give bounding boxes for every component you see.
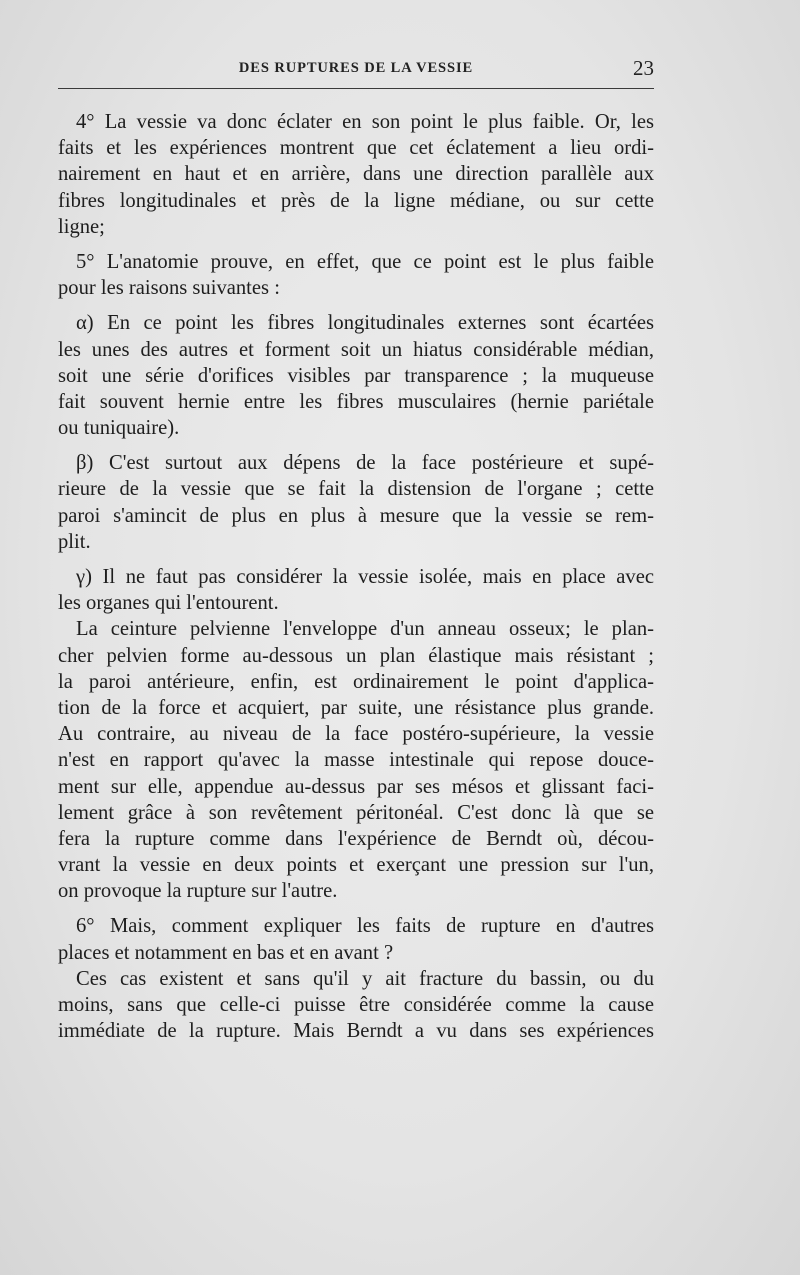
paragraph — [58, 913, 654, 965]
text-line: soit une série d'orifices visibles par transparence ; la muqueuse — [58, 364, 654, 387]
text-line: les unes des autres et forment soit un hiatus considérable médian, — [58, 338, 654, 361]
text-line: plit. — [58, 530, 91, 553]
text-line: 5° L'anatomie prouve, en effet, que ce point est le plus faible — [76, 250, 654, 273]
paragraph — [58, 564, 654, 616]
text-line: 4° La vessie va donc éclater en son point le plus faible. Or, les — [76, 111, 654, 133]
text-line: fait souvent hernie entre les fibres musculaires (hernie pariétale — [58, 390, 654, 413]
text-line: faits et les expériences montrent que cet éclatement a lieu ordi- — [58, 137, 654, 160]
text-line: ou tuniquaire). — [58, 417, 180, 440]
text-line: rieure de la vessie que se fait la distension de l'organe ; cette — [58, 478, 654, 501]
paragraph-gap — [58, 555, 654, 564]
text-line: Ces cas existent et sans qu'il y ait fracture du bassin, ou du — [76, 967, 654, 990]
page-header — [58, 56, 654, 80]
text-line: cher pelvien forme au-dessous un plan élastique mais résistant ; — [58, 644, 654, 667]
text-line: paroi s'amincit de plus en plus à mesure que la vessie se rem- — [58, 504, 654, 527]
text-line: nairement en haut et en arrière, dans une direction parallèle aux — [58, 163, 654, 186]
text-line: β) C'est surtout aux dépens de la face postérieure et supé- — [76, 452, 654, 475]
header-rule — [58, 88, 654, 89]
text-line: la paroi antérieure, enfin, est ordinairement le point d'applica- — [58, 670, 654, 693]
text-line: La ceinture pelvienne l'enveloppe d'un anneau osseux; le plan- — [76, 618, 654, 641]
text-line: ligne; — [58, 215, 105, 238]
text-line: fera la rupture comme dans l'expérience de Berndt où, décou- — [58, 827, 654, 850]
text-line: α) En ce point les fibres longitudinales externes sont écartées — [76, 312, 654, 335]
text-line: γ) Il ne faut pas considérer la vessie isolée, mais en place avec — [76, 566, 654, 588]
text-line: 6° Mais, comment expliquer les faits de rupture en d'autres — [76, 915, 654, 938]
text-line: moins, sans que celle-ci puisse être considérée comme la cause — [58, 994, 654, 1016]
running-title: DES RUPTURES DE LA VESSIE — [238, 60, 474, 76]
paragraph — [58, 109, 654, 240]
page-number: 23 — [633, 56, 654, 80]
text-line: fibres longitudinales et près de la ligne médiane, ou sur cette — [58, 189, 654, 212]
text-line: vrant la vessie en deux points et exerçant une pression sur l'un, — [58, 854, 654, 877]
paragraph-gap — [58, 441, 654, 450]
body-text — [58, 109, 654, 1044]
paragraph — [58, 616, 654, 904]
text-line: les organes qui l'entourent. — [58, 592, 279, 615]
paragraph-gap — [58, 904, 654, 913]
text-line: tion de la force et acquiert, par suite, une résistance plus grande. — [58, 696, 654, 719]
text-line: on provoque la rupture sur l'autre. — [58, 880, 338, 903]
paragraph — [58, 966, 654, 1045]
paragraph-gap — [58, 240, 654, 249]
text-line: lement grâce à son revêtement péritonéal. C'est donc là que se — [58, 801, 654, 824]
text-line: pour les raisons suivantes : — [58, 277, 280, 300]
text-line: n'est en rapport qu'avec la masse intestinale qui repose douce- — [58, 749, 654, 772]
paragraph — [58, 450, 654, 555]
paragraph-gap — [58, 301, 654, 310]
paragraph — [58, 249, 654, 301]
paragraph — [58, 310, 654, 441]
text-line: places et notamment en bas et en avant ? — [58, 941, 394, 964]
text-line: ment sur elle, appendue au-dessus par ses mésos et glissant faci- — [58, 775, 654, 798]
text-line: Au contraire, au niveau de la face postéro-supérieure, la vessie — [58, 723, 654, 746]
text-line: immédiate de la rupture. Mais Berndt a vu dans ses expériences — [58, 1020, 654, 1043]
